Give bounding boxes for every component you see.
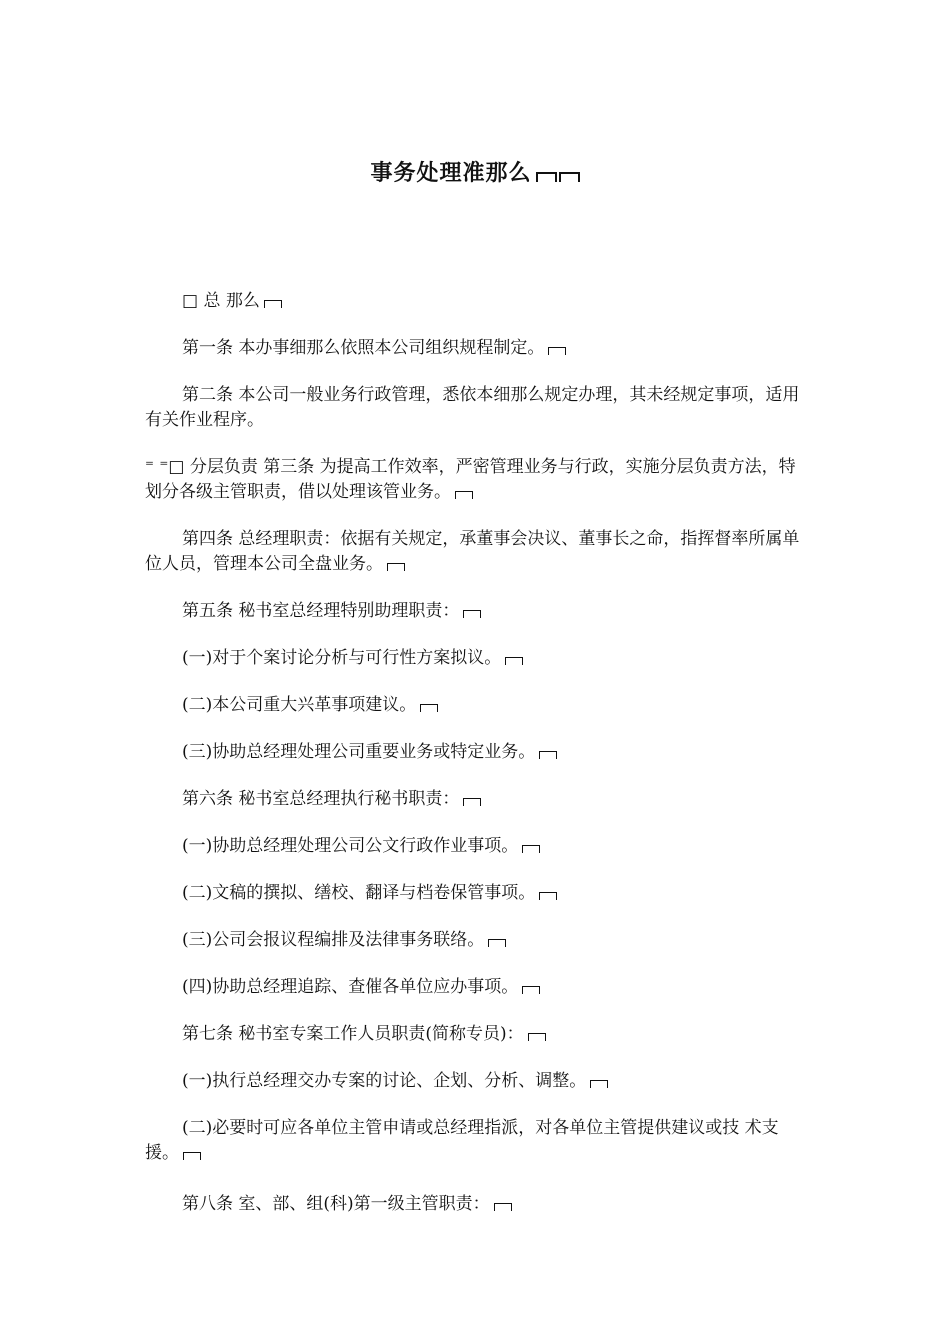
paragraph-mark-icon <box>420 704 438 712</box>
article-1: 第一条 本办事细那么依照本公司组织规程制定。 <box>145 336 810 361</box>
paragraph-mark-icon <box>528 1033 546 1041</box>
article-6-item-4: (四)协助总经理追踪、查催各单位应办事项。 <box>145 975 810 1000</box>
article-5: 第五条 秘书室总经理特别助理职责： <box>145 599 810 624</box>
article-6-item-1: (一)协助总经理处理公司公文行政作业事项。 <box>145 834 810 859</box>
article-4: 第四条 总经理职责：依据有关规定，承董事会决议、董事长之命，指挥督率所属单位人员，管理本公司全盘业务。 <box>145 529 800 574</box>
article-6-item-2: (二)文稿的撰拟、缮校、翻译与档卷保管事项。 <box>145 881 810 906</box>
paragraph-mark-icon <box>590 1080 608 1088</box>
article-8: 第八条 室、部、组(科)第一级主管职责： <box>145 1192 810 1217</box>
title-text: 事务处理准那么 <box>370 160 532 186</box>
article-3: ⁼ ⁼□ 分层负责 第三条 为提高工作效率，严密管理业务与行政，实施分层负责方法，特 划分各级主管职责，借以处理该管业务。 <box>145 457 796 502</box>
paragraph-mark-icon <box>455 491 473 499</box>
article-5-item-2: (二)本公司重大兴革事项建议。 <box>145 693 810 718</box>
article-6-item-3: (三)公司会报议程编排及法律事务联络。 <box>145 928 810 953</box>
paragraph-mark-icon <box>522 845 540 853</box>
paragraph-mark-icon <box>183 1152 201 1160</box>
paragraph-mark-icon <box>539 751 557 759</box>
article-2: 第二条 本公司一般业务行政管理，悉依本细那么规定办理，其未经规定事项，适用有关作业程序。 <box>145 385 800 430</box>
paragraph-mark-icon <box>494 1203 512 1211</box>
paragraph-mark-icon <box>463 610 481 618</box>
paragraph-mark-icon <box>522 986 540 994</box>
article-6: 第六条 秘书室总经理执行秘书职责： <box>145 787 810 812</box>
article-7: 第七条 秘书室专案工作人员职责(简称专员)： <box>145 1022 810 1047</box>
paragraph-mark-icon <box>534 160 580 186</box>
document-title <box>0 156 950 187</box>
article-7-item-1: (一)执行总经理交办专案的讨论、企划、分析、调整。 <box>145 1069 810 1094</box>
article-7-item-2: (二)必要时可应各单位主管申请或总经理指派，对各单位主管提供建议或技 术支援。 <box>145 1118 779 1163</box>
paragraph-mark-icon <box>539 892 557 900</box>
paragraph-mark-icon <box>463 798 481 806</box>
article-5-item-1: (一)对于个案讨论分析与可行性方案拟议。 <box>145 646 810 671</box>
paragraph-mark-icon <box>548 347 566 355</box>
paragraph-mark-icon <box>505 657 523 665</box>
paragraph-mark-icon <box>264 300 282 308</box>
article-5-item-3: (三)协助总经理处理公司重要业务或特定业务。 <box>145 740 810 765</box>
section-heading-general: □ 总 那么 <box>145 289 810 314</box>
paragraph-mark-icon <box>488 939 506 947</box>
paragraph-mark-icon <box>387 563 405 571</box>
